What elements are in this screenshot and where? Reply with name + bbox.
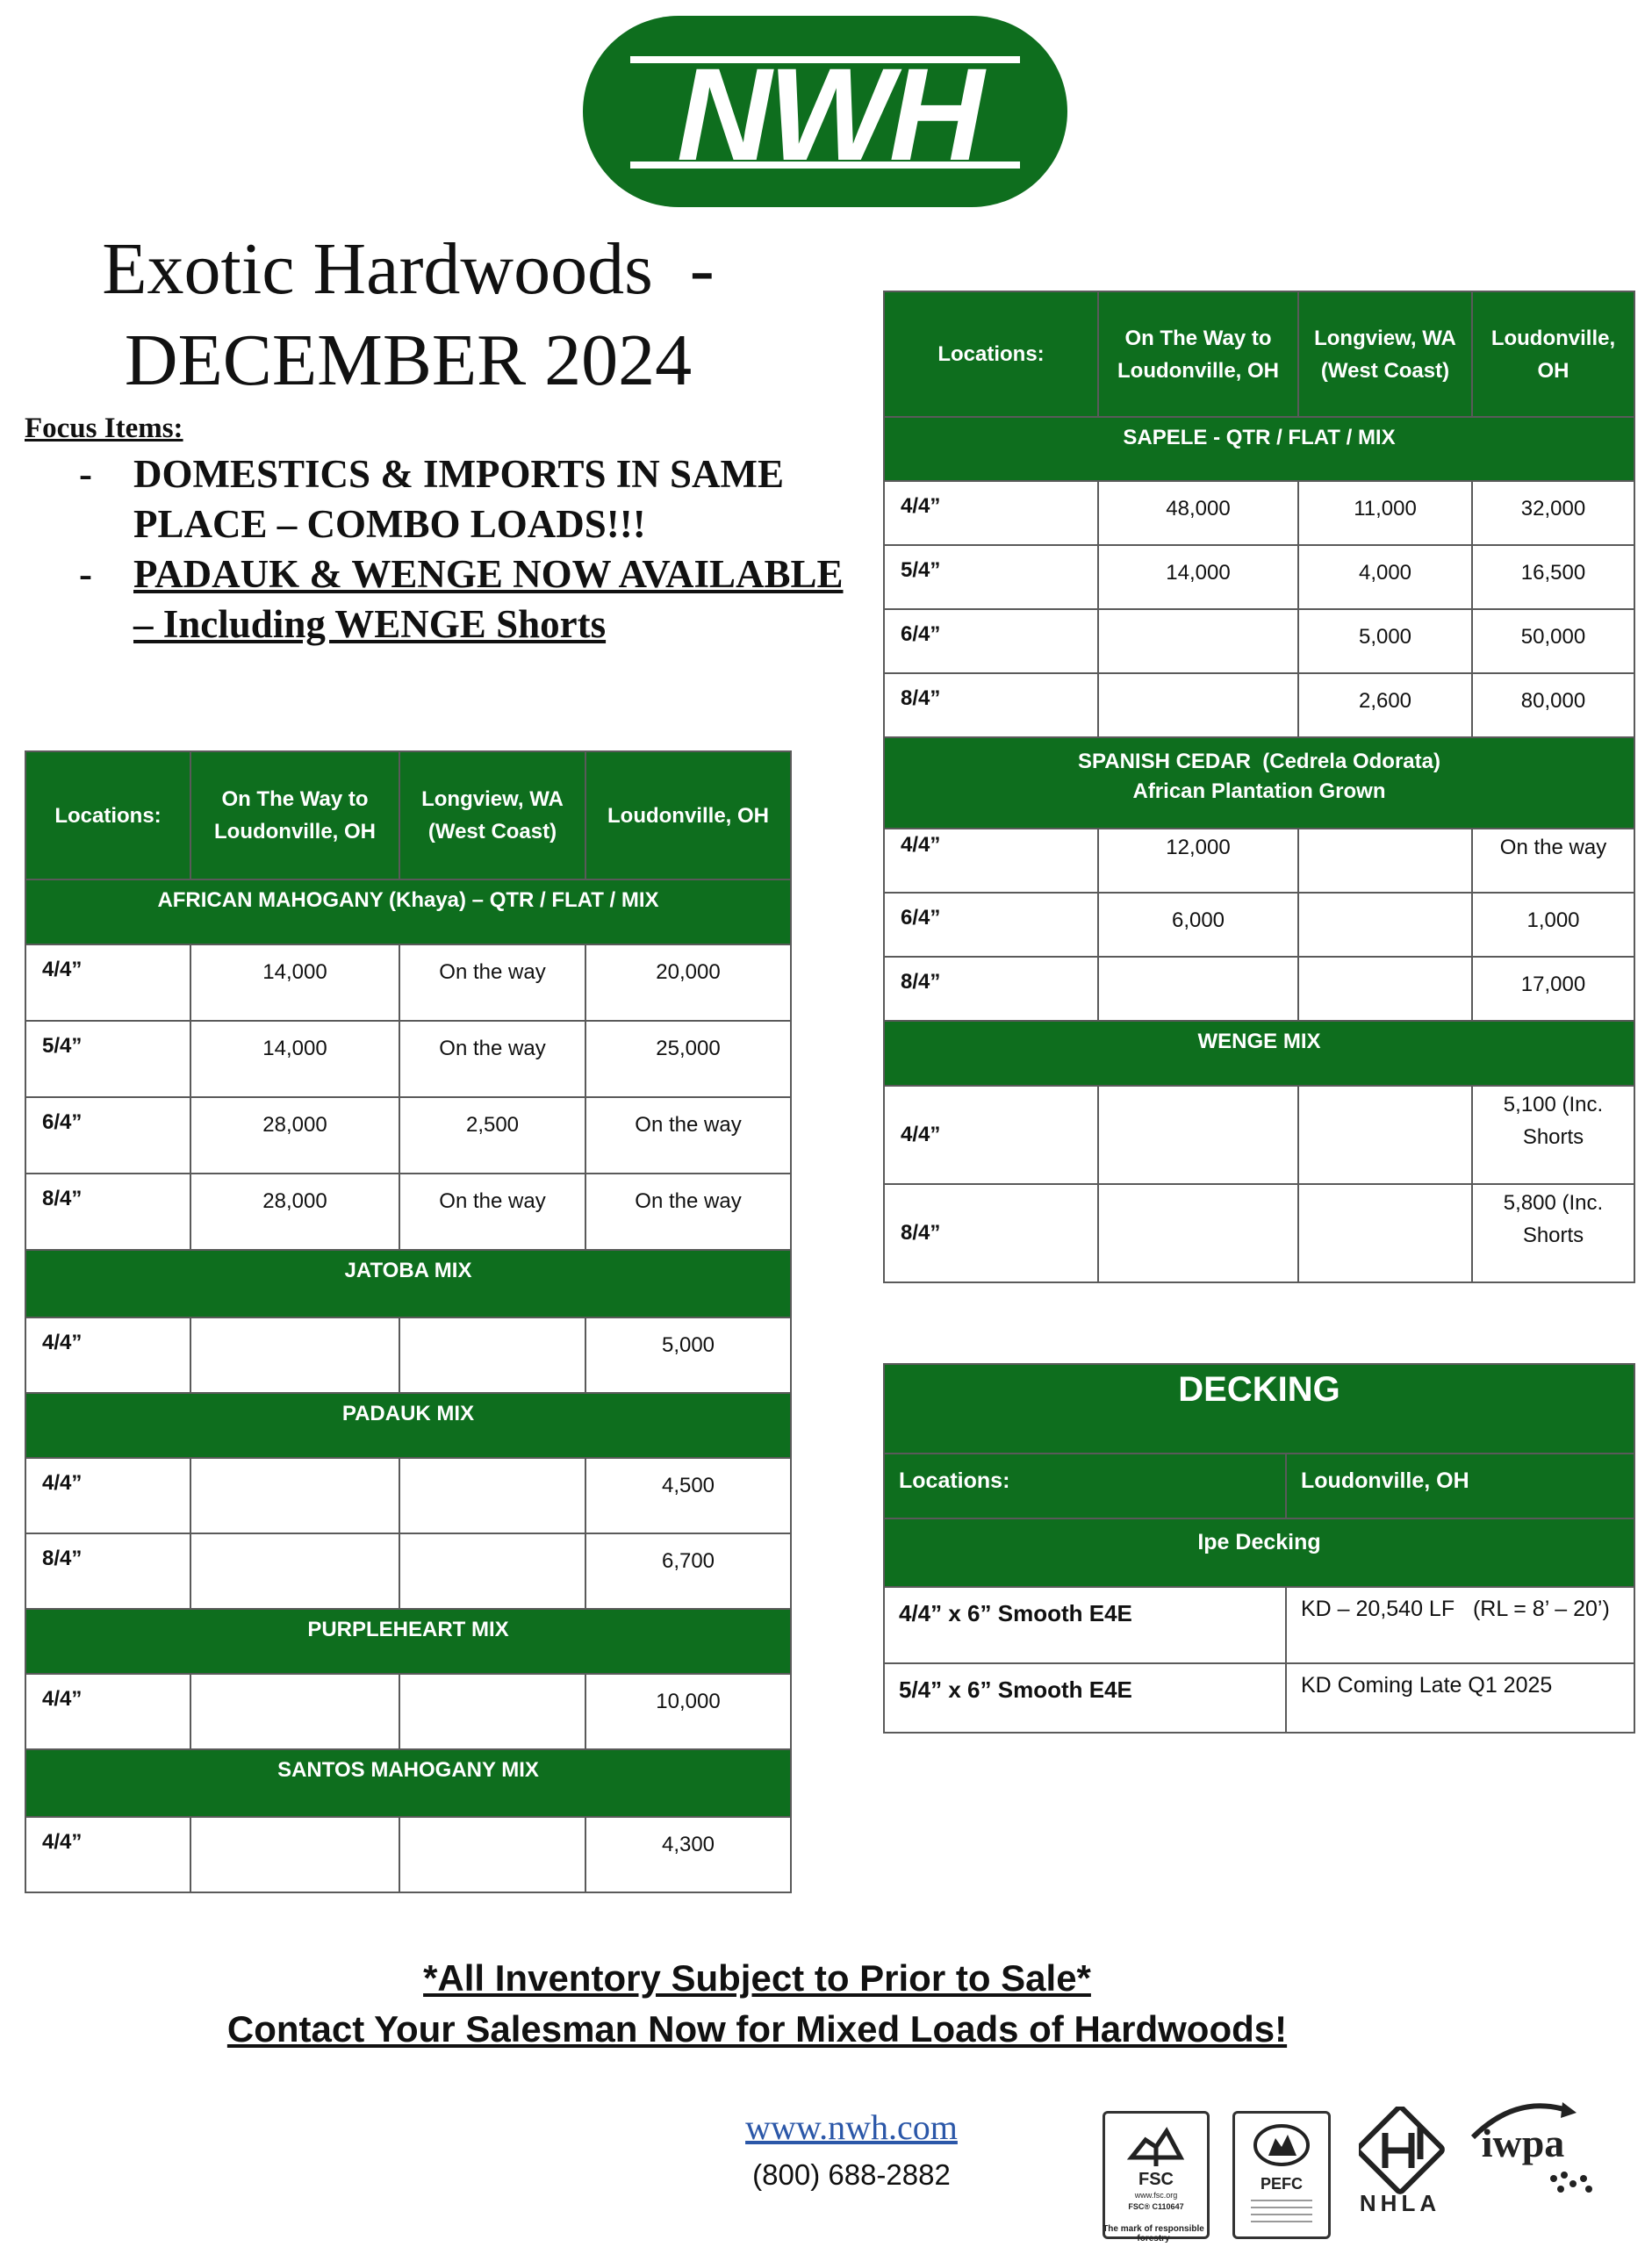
focus-item-text: PADAUK & WENGE NOW AVAILABLE – Including WENGE Shorts [133,552,844,646]
cell-value: 5,000 [585,1317,791,1393]
cell-value: 2,500 [399,1097,585,1174]
table-row [884,1184,1634,1282]
cell-value [1098,673,1298,737]
pefc-trees-icon [1235,2121,1328,2173]
cell-value [190,1533,399,1609]
row-size: 8/4” [25,1174,190,1250]
section-spanish-cedar [884,737,1634,829]
cell-value: 5,800 (Inc. Shorts [1472,1184,1634,1282]
row-size: 8/4” [25,1533,190,1609]
section-african-mahogany: AFRICAN MAHOGANY (Khaya) – QTR / FLAT / MIX [25,879,791,944]
table-row [884,1587,1634,1663]
section-title: SPANISH CEDAR (Cedrela Odorata) [1078,750,1440,773]
cell-value [399,1458,585,1533]
cell-value: 2,600 [1298,673,1472,737]
decking-locations-label: Locations: [884,1454,1286,1518]
section-jatoba: JATOBA MIX [25,1250,791,1317]
section-padauk: PADAUK MIX [25,1393,791,1458]
decking-title: DECKING [884,1364,1634,1454]
col-header-locations: Locations: [25,751,190,879]
row-size: 4/4” [25,1674,190,1749]
col-header-on-the-way: On The Way to Loudonville, OH [190,751,399,879]
fsc-tagline: The mark of responsible forestry [1103,2224,1204,2243]
table-row [25,1021,791,1097]
row-size: 4/4” [884,829,1098,893]
cell-value: 80,000 [1472,673,1634,737]
row-size: 4/4” [25,1817,190,1892]
nhla-label: NHLA [1359,2190,1441,2216]
iwpa-dots-icon [1545,2168,1598,2203]
page-title [53,224,764,406]
cell-value [190,1674,399,1749]
row-size: 8/4” [884,673,1098,737]
cell-value [190,1317,399,1393]
cell-value: 28,000 [190,1174,399,1250]
nwh-logo [579,12,1071,211]
table-row [25,1317,791,1393]
fsc-site: www.fsc.org [1134,2191,1178,2200]
table-row [25,1458,791,1533]
logo-text: NWH [676,40,981,188]
section-sapele: SAPELE - QTR / FLAT / MIX [884,417,1634,481]
cell-value [399,1674,585,1749]
cell-value [1298,1184,1472,1282]
cell-value: 50,000 [1472,609,1634,673]
cell-value: On the way [585,1097,791,1174]
row-size: 8/4” [884,957,1098,1021]
cell-value: 12,000 [1098,829,1298,893]
right-inventory-table [883,291,1635,1283]
row-size: 5/4” [884,545,1098,609]
table-row [25,1674,791,1749]
ipe-decking-header: Ipe Decking [884,1518,1634,1587]
table-row [884,893,1634,957]
cell-value [1298,957,1472,1021]
section-wenge: WENGE MIX [884,1021,1634,1086]
cell-value: On the way [399,944,585,1021]
row-size: 5/4” [25,1021,190,1097]
cell-value [1298,893,1472,957]
cell-value: 6,000 [1098,893,1298,957]
cell-value: 14,000 [190,1021,399,1097]
pefc-fine-print [1251,2200,1312,2226]
decking-location: Loudonville, OH [1286,1454,1634,1518]
cell-value: 28,000 [190,1097,399,1174]
bullet-dash: - [79,552,92,596]
col-header-on-the-way: On The Way to Loudonville, OH [1098,291,1298,417]
cell-value: 14,000 [190,944,399,1021]
table-row [25,1817,791,1892]
cell-value [1298,1086,1472,1184]
cell-value: 16,500 [1472,545,1634,609]
table-row [25,1174,791,1250]
cell-value: On the way [399,1021,585,1097]
section-purpleheart: PURPLEHEART MIX [25,1609,791,1674]
disclaimer-line-1: *All Inventory Subject to Prior to Sale* [423,1957,1091,1999]
decking-item: 4/4” x 6” Smooth E4E [884,1587,1286,1663]
row-size: 4/4” [884,1086,1098,1184]
section-subtitle: African Plantation Grown [1132,779,1386,803]
cell-value [399,1533,585,1609]
disclaimer [0,1953,1514,2055]
cell-value: 5,100 (Inc. Shorts [1472,1086,1634,1184]
table-row [884,1086,1634,1184]
table-row [884,957,1634,1021]
table-row [25,1533,791,1609]
row-size: 6/4” [25,1097,190,1174]
cell-value [1098,609,1298,673]
decking-table [883,1363,1635,1734]
focus-items-label: Focus Items: [25,413,183,444]
nhla-logo-icon [1359,2107,1455,2194]
cell-value [190,1817,399,1892]
row-size: 4/4” [25,1317,190,1393]
cell-value [399,1817,585,1892]
fsc-label: FSC [1138,2170,1174,2189]
row-size: 4/4” [25,944,190,1021]
cell-value [1098,1086,1298,1184]
row-size: 4/4” [25,1458,190,1533]
fsc-badge [1103,2111,1210,2239]
table-row [884,829,1634,893]
decking-item: 5/4” x 6” Smooth E4E [884,1663,1286,1733]
cell-value: 48,000 [1098,481,1298,545]
col-header-longview: Longview, WA (West Coast) [399,751,585,879]
cell-value [1298,829,1472,893]
cell-value: 4,000 [1298,545,1472,609]
table-row [884,673,1634,737]
col-header-locations: Locations: [884,291,1098,417]
fsc-code: FSC® C110647 [1128,2202,1184,2211]
cell-value: 6,700 [585,1533,791,1609]
cell-value [399,1317,585,1393]
decking-value: KD – 20,540 LF (RL = 8’ – 20’) [1286,1587,1634,1663]
fsc-tree-icon [1105,2119,1207,2172]
table-row [25,944,791,1021]
cell-value: 20,000 [585,944,791,1021]
table-row [884,609,1634,673]
title-line-2: DECEMBER 2024 [124,319,693,401]
table-row [25,1097,791,1174]
col-header-longview: Longview, WA (West Coast) [1298,291,1472,417]
col-header-loudonville: Loudonville, OH [585,751,791,879]
cell-value: 4,500 [585,1458,791,1533]
website-link[interactable]: www.nwh.com [745,2107,958,2147]
left-inventory-table [25,750,792,1893]
cell-value: 32,000 [1472,481,1634,545]
cell-value: 14,000 [1098,545,1298,609]
cell-value: 17,000 [1472,957,1634,1021]
row-size: 6/4” [884,893,1098,957]
decking-value: KD Coming Late Q1 2025 [1286,1663,1634,1733]
cell-value [1098,957,1298,1021]
cell-value: 25,000 [585,1021,791,1097]
title-line-1: Exotic Hardwoods - [102,228,715,310]
cell-value: 5,000 [1298,609,1472,673]
cell-value: 10,000 [585,1674,791,1749]
col-header-loudonville: Loudonville, OH [1472,291,1634,417]
row-size: 4/4” [884,481,1098,545]
cell-value: On the way [585,1174,791,1250]
cell-value: 4,300 [585,1817,791,1892]
cell-value [190,1458,399,1533]
cell-value [1098,1184,1298,1282]
cell-value: 1,000 [1472,893,1634,957]
cell-value: On the way [399,1174,585,1250]
row-size: 8/4” [884,1184,1098,1282]
bullet-dash: - [79,452,92,496]
table-row [884,545,1634,609]
focus-item-text: DOMESTICS & IMPORTS IN SAME PLACE – COMBO LOADS!!! [133,452,785,546]
table-row [884,481,1634,545]
iwpa-label: iwpa [1481,2121,1565,2165]
cell-value: 11,000 [1298,481,1472,545]
row-size: 6/4” [884,609,1098,673]
pefc-label: PEFC [1260,2175,1303,2193]
table-row [884,1663,1634,1733]
cell-value: On the way [1472,829,1634,893]
pefc-badge [1232,2111,1331,2239]
phone-number: (800) 688-2882 [752,2158,951,2191]
disclaimer-line-2: Contact Your Salesman Now for Mixed Loads of Hardwoods! [226,2008,1288,2050]
section-santos-mahogany: SANTOS MAHOGANY MIX [25,1749,791,1817]
